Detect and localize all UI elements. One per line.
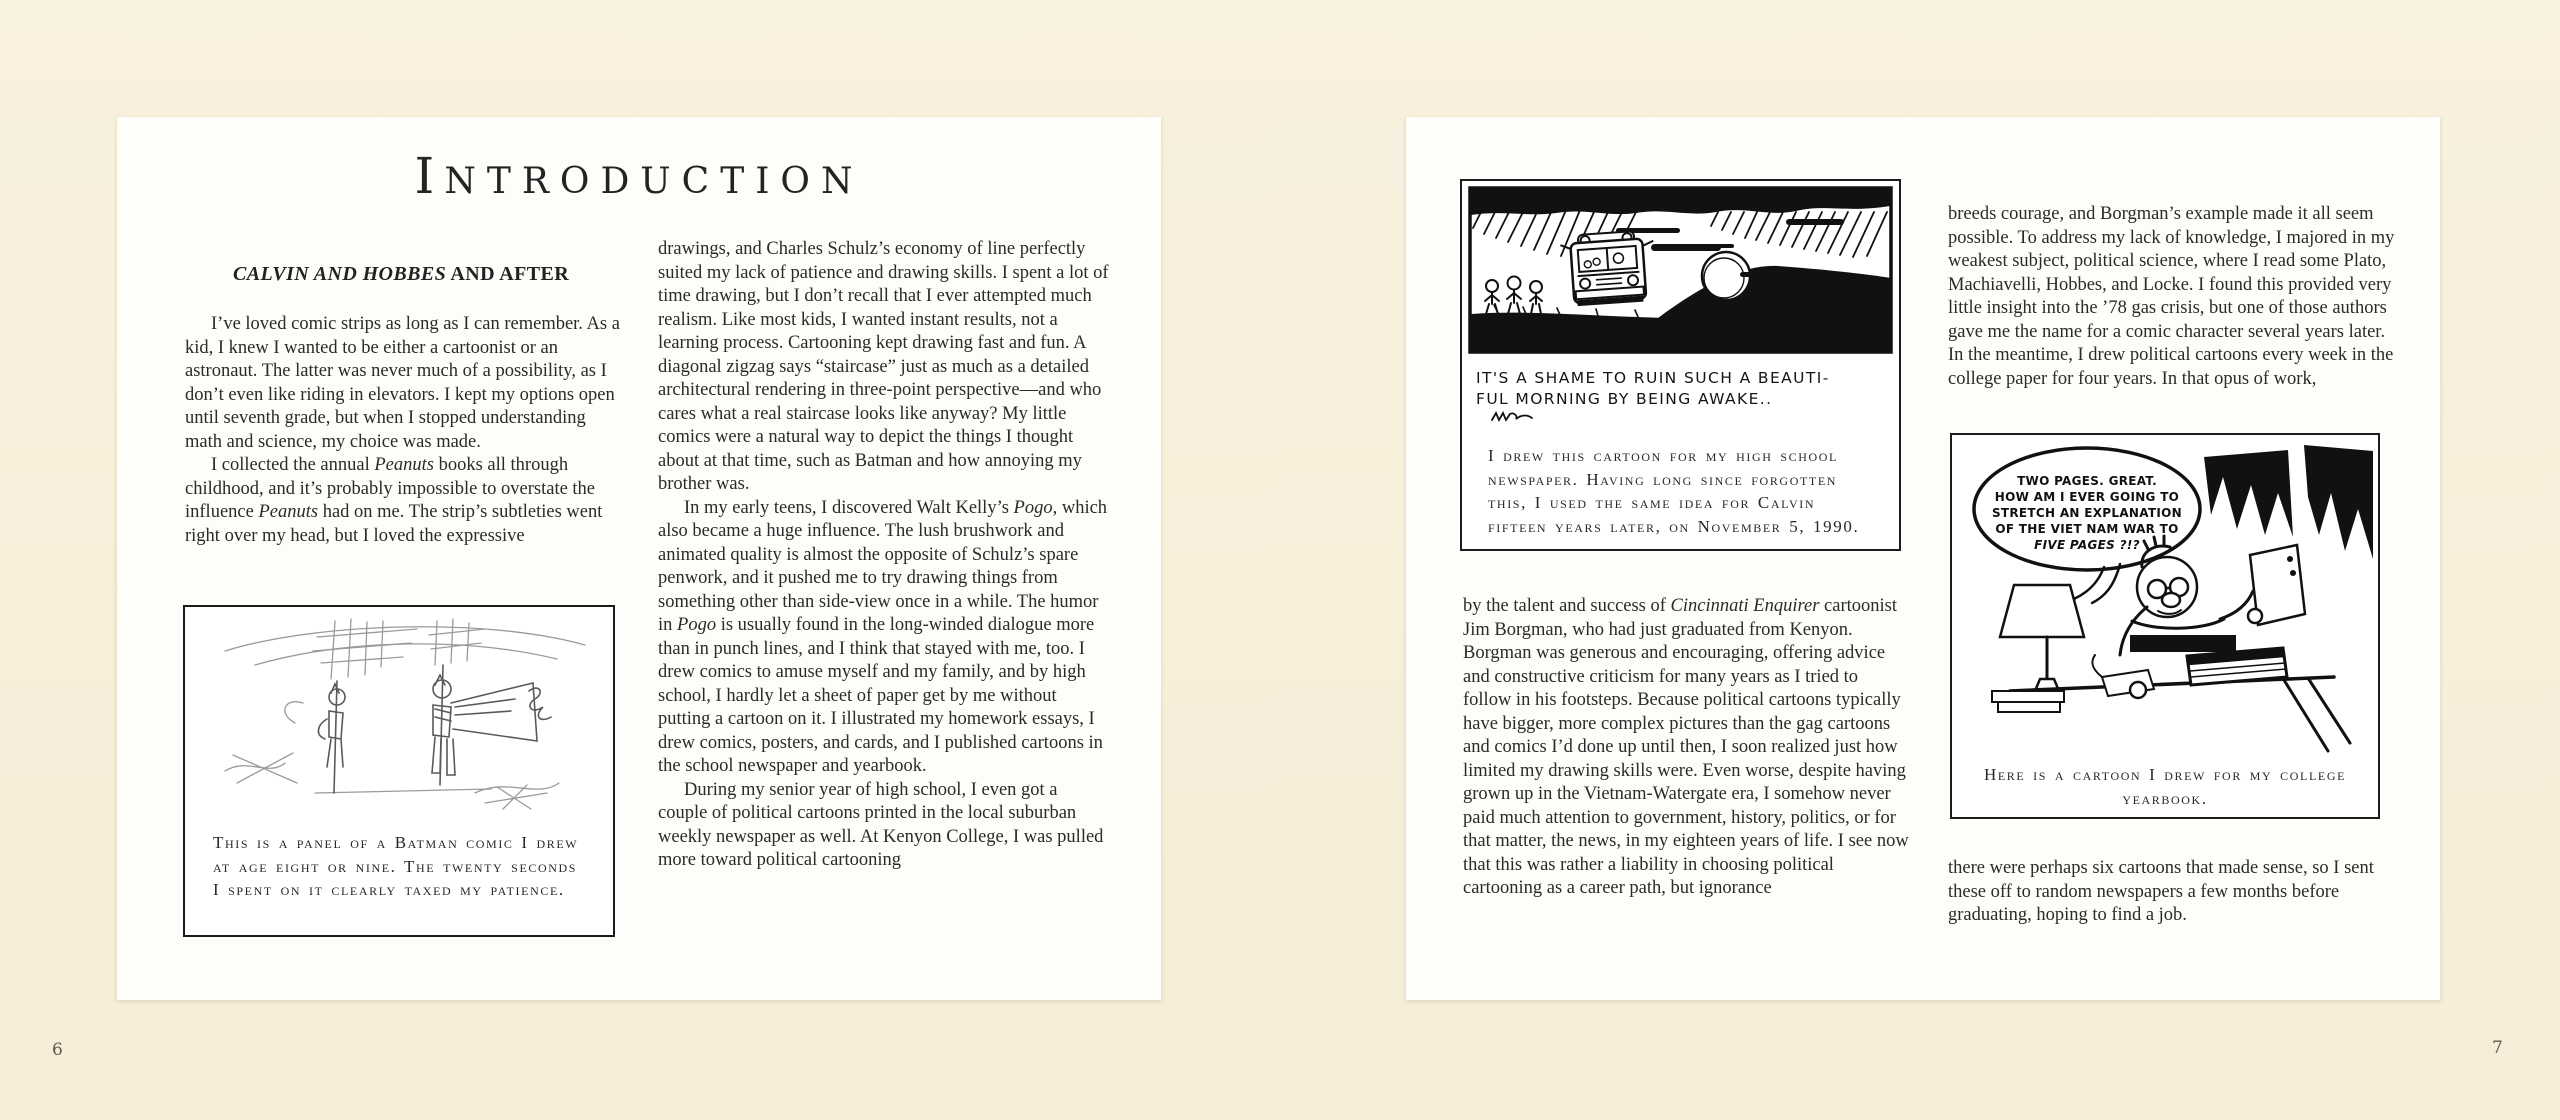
bubble-text-line-3: STRETCH AN EXPLANATION — [1991, 506, 2183, 520]
yearbook-cartoon-image — [1952, 437, 2378, 755]
right-page-column-1 — [1463, 595, 1910, 901]
paragraph: drawings, and Charles Schulz’s economy of line perfectly suited my lack of patience and drawing skills. I spent a lot of time drawing, but I don’t recall that I ever attempted much realism. Like most kids, I wanted instant results, not a learning process. Cartooning kept drawing fast and fun. A diagonal zigzag says “staircase” just as much as a detailed architectural rendering in three-point perspective—and who cares what a real staircase looks like anyway? My little comics were a natural way to depict the things I thought about at that time, such as Batman and how annoying my brother was. — [658, 239, 1109, 494]
right-page-column-2-bottom — [1948, 857, 2398, 928]
bubble-text-line-5: FIVE PAGES ?!? — [2034, 538, 2140, 552]
batman-figure-caption: This is a panel of a Batman comic I drew at age eight or nine. The twenty seconds I spent on it clearly taxed my patience. — [213, 833, 579, 899]
batman-pencil-sketch-image — [185, 607, 613, 817]
paragraph: breeds courage, and Borgman’s example made it all seem possible. To address my lack of knowledge, I majored in my weakest subject, political science, where I read some Plato, Machiavelli, Hobbes, and Locke. I found this provided very little insight into the ’78 gas crisis, but one of those authors gave me the name for a comic character several years later. In the meantime, I drew political cartoons every week in the college paper for four years. In that opus of work, — [1948, 204, 2395, 389]
batman-sketch-figure — [183, 605, 615, 937]
left-page-column-1 — [185, 313, 621, 548]
bubble-text-line-2: HOW AM I EVER GOING TO — [1994, 490, 2180, 504]
bubble-text-line-4: OF THE VIET NAM WAR TO — [1995, 522, 2179, 536]
subtitle-italic-part: CALVIN AND HOBBES — [232, 263, 447, 285]
bus-caption-line-1: IT'S A SHAME TO RUIN SUCH A BEAUTI- — [1476, 369, 1830, 387]
bus-caption-line-2: FUL MORNING BY BEING AWAKE.. — [1476, 389, 1899, 424]
page-left — [117, 117, 1161, 1000]
page-right — [1406, 117, 2440, 1000]
right-page-column-2-top — [1948, 203, 2398, 391]
paragraph: there were perhaps six cartoons that made sense, so I sent these off to random newspapers a few months before graduating, hoping to find a job. — [1948, 858, 2374, 925]
page-number-left: 6 — [52, 1040, 63, 1060]
chapter-title — [117, 147, 1161, 205]
school-bus-cartoon-image — [1468, 186, 1893, 356]
paragraph: I’ve loved comic strips as long as I can remember. As a kid, I knew I wanted to be either a cartoonist or an astronaut. The latter was never much of a possibility, as I don’t even like riding in elevators. I kept my options open until seventh grade, but when I stopped understanding math and science, my choice was made. — [185, 314, 620, 452]
paragraph: In my early teens, I discovered Walt Kelly’s Pogo, which also became a huge influence. The lush brushwork and animated quality is almost the opposite of Schulz’s spare penwork, and it pushed me to try drawing things from something other than side-view once in a while. The humor in Pogo is usually found in the long-winded dialogue more than in punch lines, and I think that stayed with me, too. I drew comics to amuse myself and my family, and by high school, I hardly let a sheet of paper get by me without putting a cartoon on it. I illustrated my homework essays, I drew comics, posters, and cards, and I published cartoons in the school newspaper and yearbook. — [658, 497, 1108, 776]
subtitle-roman-part: AND AFTER — [446, 263, 570, 285]
section-subtitle — [181, 263, 621, 286]
paragraph: During my senior year of high school, I even got a couple of political cartoons printed in the local suburban weekly newspaper as well. At Kenyon College, I was pulled more toward political cartooning — [658, 779, 1104, 870]
left-page-column-2 — [658, 238, 1110, 873]
yearbook-figure-caption: Here is a cartoon I drew for my college yearbook. — [1983, 765, 2347, 808]
bus-cartoon-handwritten-caption — [1476, 368, 1899, 424]
bubble-text-line-1: TWO PAGES. GREAT. — [2017, 474, 2157, 488]
chapter-title-initial: I — [414, 147, 445, 205]
page-number-right: 7 — [2492, 1038, 2503, 1058]
yearbook-cartoon-figure — [1950, 433, 2380, 819]
chapter-title-rest: NTRODUCTION — [444, 161, 864, 202]
paragraph: I collected the annual Peanuts books all through childhood, and it’s probably impossible to overstate the influence Peanuts had on me. The strip’s subtleties went right over my head, but I loved the expressive — [185, 455, 603, 546]
paragraph: by the talent and success of Cincinnati Enquirer cartoonist Jim Borgman, who had just graduated from Kenyon. Borgman was generous and encouraging, offering advice and constructive criticism for many years as I tried to follow in his footsteps. Because political cartoons typically have bigger, more complex pictures than the gag cartoons and comics I’d done up until then, I soon realized just how limited my drawing skills were. Even worse, despite having grown up in the Vietnam-Watergate era, I somehow never paid much attention to government, history, politics, or for that matter, the news, in my eighteen years of life. I see now that this was rather a liability in choosing political cartooning as a career path, but ignorance — [1463, 596, 1909, 898]
bus-figure-caption: I drew this cartoon for my high school newspaper. Having long since forgotten this, I used the same idea for Calvin fifteen years later, on November 5, 1990. — [1488, 446, 1860, 536]
watterson-signature-icon — [1490, 410, 1536, 424]
school-bus-cartoon-figure — [1460, 179, 1901, 551]
